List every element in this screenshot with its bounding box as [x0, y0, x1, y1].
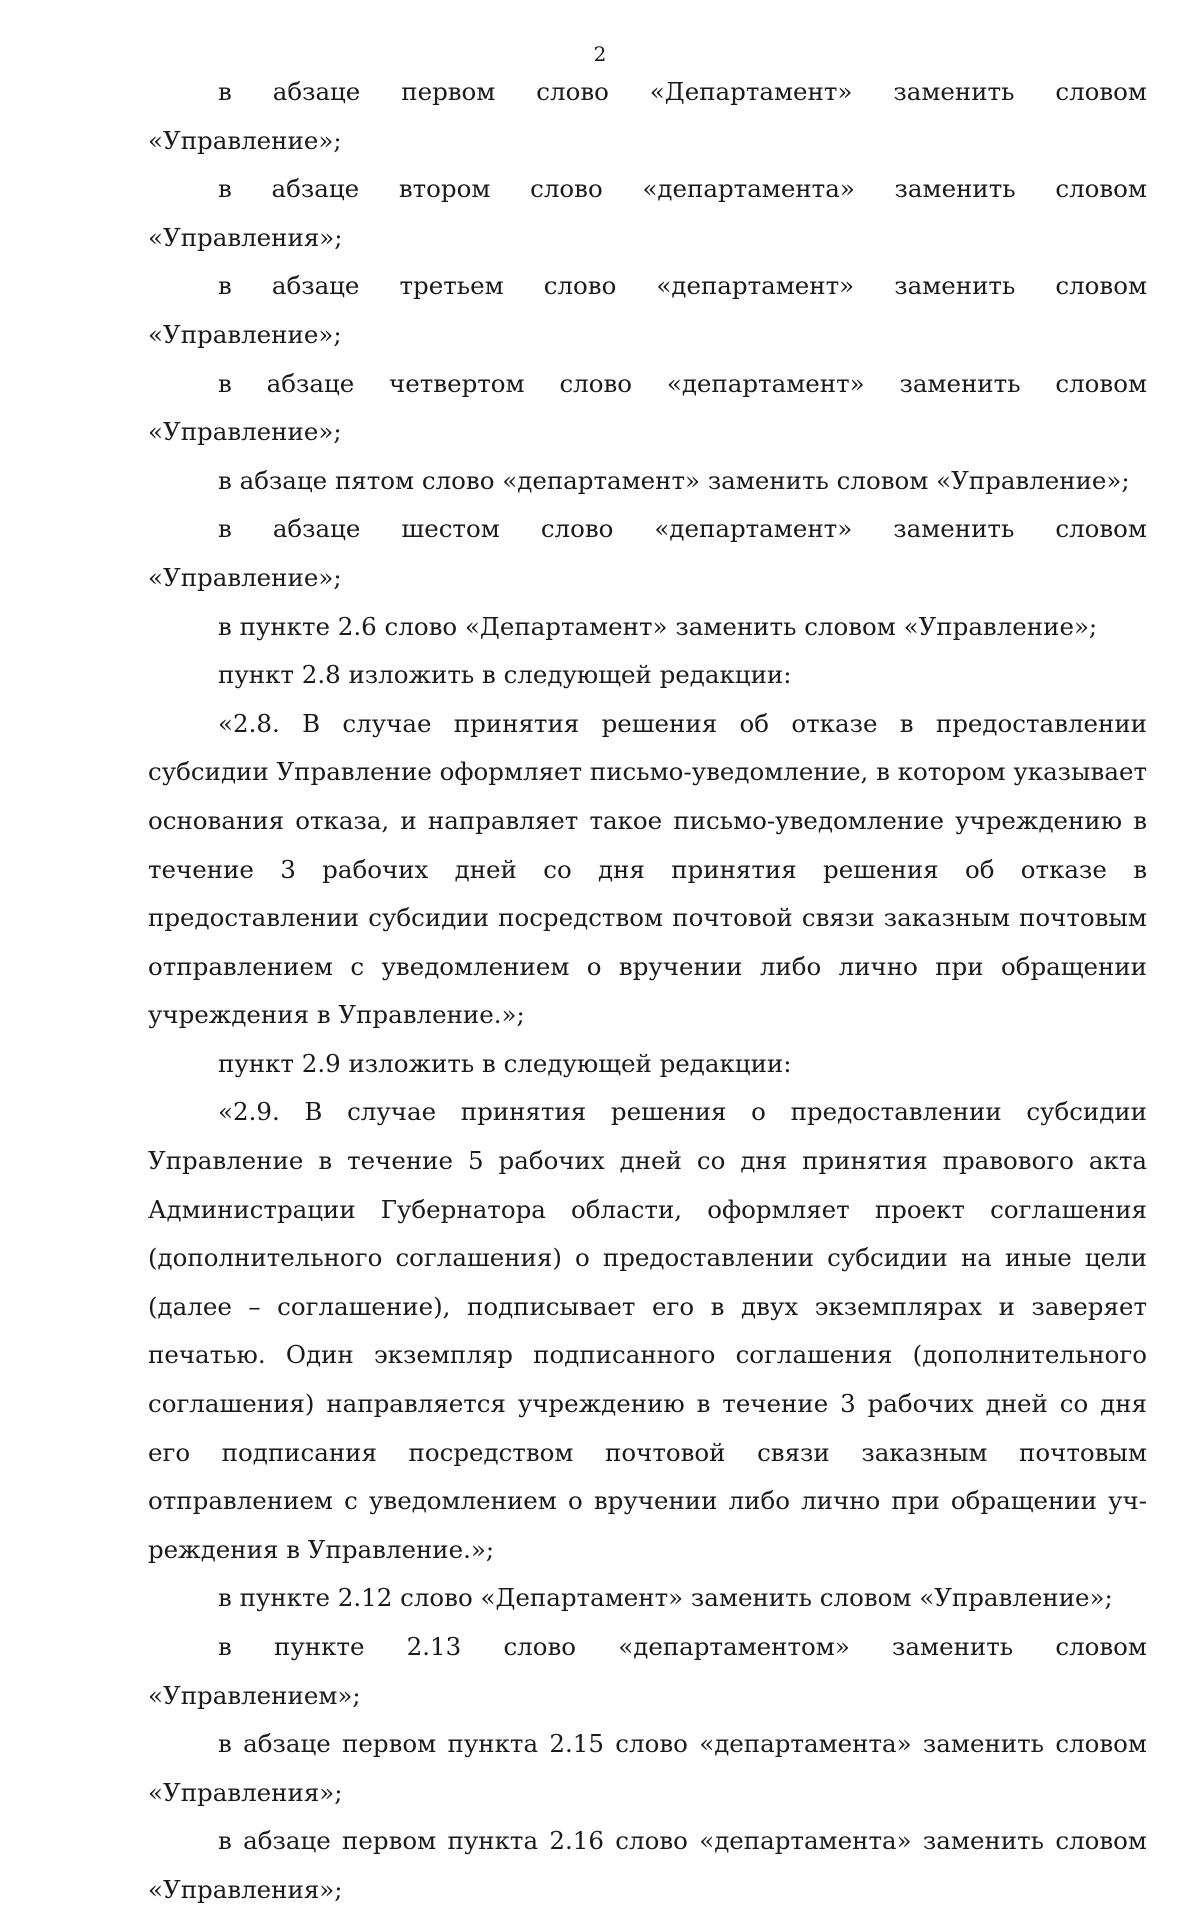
- paragraph: «2.9. В случае принятия решения о предоставлении субсидии Управление в течение 5 рабочих дней со дня принятия правового акта Администрации Губернатора области, оформляет проект соглашения (дополнительного соглашения) о предоставлении субсидии на иные цели (далее – соглашение), подписывает его в двух экземплярах и заверяет печатью. Один экземпляр подписанного соглашения (дополнительного соглашения) направляется учреждению в течение 3 рабочих дней со дня его подписания посредством почтовой связи заказным почтовым отправлением с уведомлением о вручении либо лично при обращении учреждения в Управление.»;: [148, 1097, 1147, 1564]
- page-number: 2: [593, 42, 607, 66]
- paragraph: в абзаце первом пункта 2.16 слово «департамента» заменить словом «Управления»;: [148, 1826, 1147, 1904]
- paragraph: в абзаце шестом слово «департамент» заменить словом «Управление»;: [148, 514, 1147, 592]
- paragraph: в абзаце четвертом слово «департамент» заменить словом «Управление»;: [148, 368, 1147, 447]
- paragraph: в абзаце втором слово «департамента» заменить словом «Управления»;: [148, 174, 1147, 252]
- paragraph: в абзаце третьем слово «департамент» заменить словом «Управление»;: [148, 271, 1147, 349]
- paragraph: в абзаце первом слово «Департамент» заменить словом «Управление»;: [148, 77, 1147, 155]
- paragraph: в пункте 2.6 слово «Департамент» заменить словом «Управление»;: [218, 611, 1098, 641]
- paragraph: в пункте 2.12 слово «Департамент» заменить словом «Управление»;: [218, 1583, 1113, 1613]
- paragraph: в абзаце пятом слово «департамент» заменить словом «Управление»;: [218, 465, 1130, 495]
- document-body: [148, 68, 1147, 1915]
- paragraph: в абзаце первом пункта 2.15 слово «департамента» заменить словом «Управления»;: [148, 1729, 1147, 1807]
- paragraph: в пункте 2.13 слово «департаментом» заменить словом «Управлением»;: [148, 1632, 1147, 1710]
- paragraph: «2.8. В случае принятия решения об отказе в предоставлении субсидии Управление оформляет письмо-уведомление, в котором указывает основания отказа, и направляет такое письмо-уведомление учреждению в течение 3 рабочих дней со дня принятия решения об отказе в предоставлении субсидии посредством почтовой связи заказным почтовым отправлением с уведомлением о вручении либо лично при обращении учреждения в Управление.»;: [148, 708, 1147, 1030]
- paragraph: пункт 2.9 изложить в следующей редакции:: [218, 1048, 792, 1078]
- paragraph: пункт 2.8 изложить в следующей редакции:: [218, 660, 792, 690]
